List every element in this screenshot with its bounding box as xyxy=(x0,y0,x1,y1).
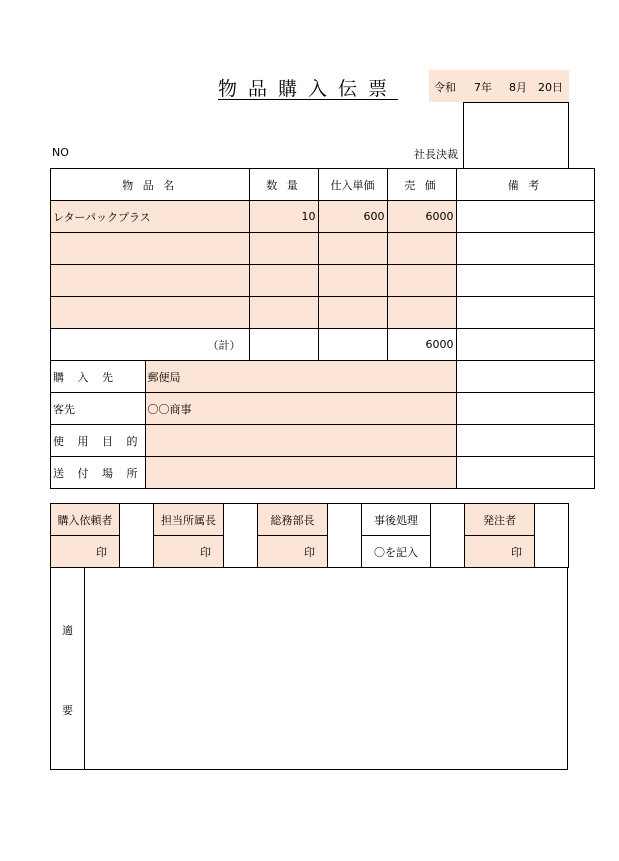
no-label: NO xyxy=(52,146,69,159)
remarks-label-2: 要 xyxy=(62,704,73,717)
note-cell[interactable] xyxy=(456,297,594,329)
unit-price-cell[interactable]: 600 xyxy=(318,201,387,233)
total-unit-price-cell xyxy=(318,329,387,361)
header-quantity: 数 量 xyxy=(249,169,318,201)
total-quantity-cell xyxy=(249,329,318,361)
item-name-cell[interactable] xyxy=(51,265,250,297)
supplier-label: 購 入 先 xyxy=(51,361,146,393)
price-cell[interactable] xyxy=(387,265,456,297)
president-approval-box xyxy=(463,102,569,169)
delivery-extra xyxy=(456,457,594,489)
manager-seal-space[interactable] xyxy=(224,504,258,568)
post-processing-label: 事後処理 xyxy=(362,504,431,536)
note-cell[interactable] xyxy=(456,265,594,297)
remarks-section xyxy=(50,568,568,770)
total-label: （計） xyxy=(51,329,250,361)
price-cell[interactable] xyxy=(387,297,456,329)
items-table xyxy=(50,168,595,489)
header-price: 売 価 xyxy=(387,169,456,201)
table-row xyxy=(51,265,595,297)
orderer-label: 発注者 xyxy=(465,504,535,536)
remarks-label-1: 適 xyxy=(62,624,73,637)
price-cell[interactable]: 6000 xyxy=(387,201,456,233)
header-unit-price: 仕入単価 xyxy=(318,169,387,201)
orderer-seal-mark: 印 xyxy=(465,536,535,568)
quantity-cell[interactable] xyxy=(249,233,318,265)
quantity-cell[interactable] xyxy=(249,297,318,329)
table-row xyxy=(51,233,595,265)
unit-price-cell[interactable] xyxy=(318,265,387,297)
table-header-row xyxy=(51,169,595,201)
unit-price-cell[interactable] xyxy=(318,297,387,329)
general-affairs-label: 総務部長 xyxy=(258,504,328,536)
purpose-row xyxy=(51,425,595,457)
note-cell[interactable] xyxy=(456,233,594,265)
requester-label: 購入依頼者 xyxy=(51,504,120,536)
purpose-value[interactable] xyxy=(145,425,456,457)
delivery-row xyxy=(51,457,595,489)
quantity-cell[interactable]: 10 xyxy=(249,201,318,233)
page-title: 物品購入伝票 xyxy=(218,78,399,100)
customer-extra xyxy=(456,393,594,425)
date-month: 8月 xyxy=(509,81,527,94)
general-affairs-seal-mark: 印 xyxy=(258,536,328,568)
item-name-cell[interactable]: レターパックプラス xyxy=(51,201,250,233)
unit-price-cell[interactable] xyxy=(318,233,387,265)
item-name-cell[interactable] xyxy=(51,233,250,265)
post-processing-note: 〇を記入 xyxy=(362,536,431,568)
supplier-extra xyxy=(456,361,594,393)
remarks-divider xyxy=(84,568,85,769)
table-row xyxy=(51,297,595,329)
date-box xyxy=(429,70,569,102)
requester-seal-space[interactable] xyxy=(120,504,154,568)
note-cell[interactable] xyxy=(456,201,594,233)
date-day: 20日 xyxy=(538,81,563,94)
general-affairs-seal-space[interactable] xyxy=(328,504,362,568)
requester-seal-mark: 印 xyxy=(51,536,120,568)
header-notes: 備 考 xyxy=(456,169,594,201)
item-name-cell[interactable] xyxy=(51,297,250,329)
price-cell[interactable] xyxy=(387,233,456,265)
header-item-name: 物 品 名 xyxy=(51,169,250,201)
manager-seal-mark: 印 xyxy=(154,536,224,568)
customer-row xyxy=(51,393,595,425)
orderer-seal-space[interactable] xyxy=(535,504,569,568)
table-row xyxy=(51,201,595,233)
delivery-value[interactable] xyxy=(145,457,456,489)
total-row xyxy=(51,329,595,361)
signature-table xyxy=(50,503,569,568)
president-approval-label: 社長決裁 xyxy=(414,148,458,161)
customer-label: 客先 xyxy=(51,393,146,425)
quantity-cell[interactable] xyxy=(249,265,318,297)
date-era: 令和 xyxy=(434,81,456,94)
customer-value[interactable]: 〇〇商事 xyxy=(145,393,456,425)
total-price-cell[interactable]: 6000 xyxy=(387,329,456,361)
date-year: 7年 xyxy=(474,81,492,94)
purpose-label: 使 用 目 的 xyxy=(51,425,146,457)
delivery-label: 送 付 場 所 xyxy=(51,457,146,489)
supplier-value[interactable]: 郵便局 xyxy=(145,361,456,393)
supplier-row xyxy=(51,361,595,393)
total-note-cell xyxy=(456,329,594,361)
purpose-extra xyxy=(456,425,594,457)
manager-label: 担当所属長 xyxy=(154,504,224,536)
post-processing-mark-space[interactable] xyxy=(431,504,465,568)
